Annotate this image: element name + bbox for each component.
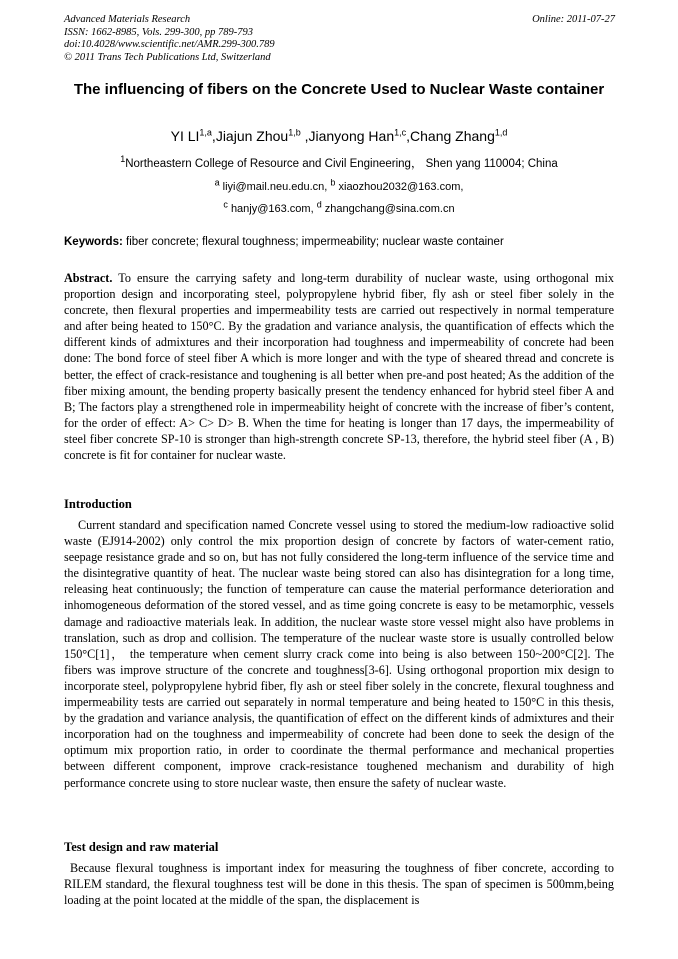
email-link[interactable]: liyi@mail.neu.edu.cn, bbox=[222, 181, 328, 193]
affiliation-mark: 1 bbox=[120, 154, 126, 165]
email-line-1 bbox=[64, 177, 614, 194]
author-affiliation-mark: 1,a bbox=[199, 127, 212, 138]
author-name: Jiajun Zhou bbox=[215, 128, 289, 144]
author-name: Chang Zhang bbox=[410, 128, 495, 144]
author-separator: , bbox=[211, 128, 216, 144]
affiliation bbox=[64, 154, 614, 171]
author-affiliation-mark: 1,c bbox=[394, 127, 407, 138]
section-heading-test-design: Test design and raw material bbox=[64, 840, 219, 854]
online-date: Online: 2011-07-27 bbox=[532, 14, 615, 25]
abstract-label: Abstract. bbox=[64, 271, 113, 285]
section-heading-introduction: Introduction bbox=[64, 497, 132, 511]
email-mark: b bbox=[330, 177, 336, 188]
email-line-2 bbox=[64, 199, 614, 216]
keywords-text: fiber concrete; flexural toughness; impermeability; nuclear waste container bbox=[126, 236, 504, 248]
author-affiliation-mark: 1,d bbox=[494, 127, 508, 138]
author-affiliation-mark: 1,b bbox=[288, 127, 301, 138]
email-link[interactable]: xiaozhou2032@163.com, bbox=[338, 181, 464, 193]
email-link[interactable]: hanjy@163.com, bbox=[230, 203, 314, 215]
email-mark: d bbox=[316, 199, 322, 210]
abstract-text: To ensure the carrying safety and long-term durability of nuclear waste, using orthogonal mix proportion design and incorporating steel, polypropylene hybrid fiber, fly ash or steel fiber solely in the concrete, then flexural properties and impermeability tests are carried out respectively in normal temperature and after being heated to 150°C. By the gradation and variance analysis, the quantification of effects which the different kinds of admixtures and their incorporation had toughness and impermeability of concrete had been done: The bond force of steel fiber A which is more longer and with the type of sheared thread and concrete is better, the effect of crack-resistance and toughening is all better when pre-and post heated; As the addition of the fiber mixing amount, the bending property basically present the tendency enhanced for hybrid steel fiber A and B; The factors play a strengthened role in impermeability height of concrete with the increase of fiber’s content, for the order of effect: A> C> D> B. When the time for heating is longer than 17 days, the impermeability of steel fiber concrete SP-10 is stronger than high-strength concrete SP-13, therefore, the hybrid steel fiber (A , B) concrete is fit for container for nuclear waste. bbox=[64, 271, 614, 463]
issn-line: ISSN: 1662-8985, Vols. 299-300, pp 789-793 bbox=[64, 26, 253, 38]
author-name: YI LI bbox=[170, 128, 200, 144]
keywords-label: Keywords: bbox=[64, 236, 123, 248]
author-separator: , bbox=[300, 128, 309, 144]
author-separator: , bbox=[406, 128, 411, 144]
abstract bbox=[64, 270, 614, 463]
author-name: Jianyong Han bbox=[308, 128, 395, 144]
email-link[interactable]: zhangchang@sina.com.cn bbox=[324, 203, 455, 215]
email-mark: a bbox=[214, 177, 220, 188]
journal-name: Advanced Materials Research bbox=[64, 14, 191, 25]
doi-line: doi:10.4028/www.scientific.net/AMR.299-300.789 bbox=[64, 39, 275, 50]
introduction-paragraph: Current standard and specification named Concrete vessel using to stored the medium-low radioactive solid waste (EJ914-2002) only control the mix proportion design of concrete by factors of water-cement ratio, seepage resistance grade and so on, but has not fully considered the long-term influence of the service time and the disintegrative quantity of heat. The nuclear waste being stored can also has disintegration for a long time, releasing heat continuously; the function of temperature can cause the material performance deterioration and inhomogeneous deformation of the stored vessel, and as time going concrete is easy to be metamorphic, vessels damage and radioactive materials leak. In addition, the nuclear waste store vessel might also have problems in translation, such as drop and collision. The temperature of the nuclear waste store is usually controlled below 150°C[1]， the temperature when cement slurry crack come into being is also between 150~200°C[2]. The fibers was improve structure of the concrete and toughness[3-6]. Using orthogonal proportion mix design to incorporate steel, polypropylene hybrid fiber, fly ash or steel fiber solely in the concrete, flexural toughness and impermeability tests are carried out separately in normal temperature and being heated to 150°C in this thesis, by the gradation and variance analysis, the quantification of effect on the different kinds of admixtures and their incorporation had on the toughness and impermeability of concrete had been done to seek the design of the optimum mix proportion ratio, in order to coordinate the thermal performance and mechanical properties between different component, improve crack-resistance toughened mechanism and durability of high performance concrete using to store nuclear waste, then ensure the safety of nuclear waste. bbox=[64, 518, 614, 790]
keywords bbox=[64, 235, 614, 249]
author-list bbox=[64, 127, 614, 145]
paper-title: The influencing of fibers on the Concrete Used to Nuclear Waste container bbox=[73, 81, 605, 98]
journal-header bbox=[64, 14, 275, 64]
test-design-paragraph: Because flexural toughness is important index for measuring the toughness of fiber concrete, according to RILEM standard, the flexural toughness test will be done in this thesis. The span of specimen is 500mm,being loading at the point located at the middle of the span, the displacement is bbox=[64, 861, 614, 908]
affiliation-text: Northeastern College of Resource and Civil Engineering， Shen yang 110004; China bbox=[125, 158, 558, 170]
copyright-line: © 2011 Trans Tech Publications Ltd, Switzerland bbox=[64, 51, 271, 63]
email-mark: c bbox=[223, 199, 228, 210]
